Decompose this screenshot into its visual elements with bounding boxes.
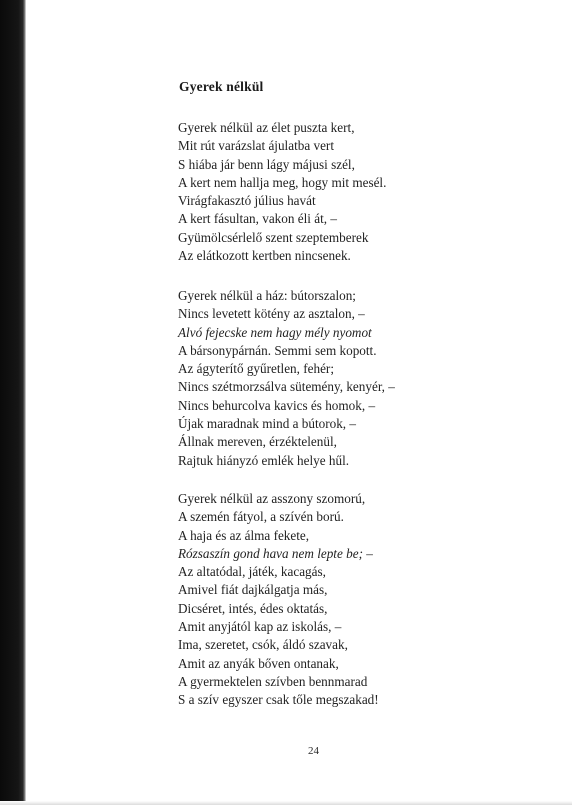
poem-line: A bársonypárnán. Semmi sem kopott.: [178, 342, 377, 358]
page-number: 24: [308, 745, 319, 757]
poem-line: S hiába jár benn lágy májusi szél,: [178, 156, 355, 172]
poem-line: Gyerek nélkül az élet puszta kert,: [178, 120, 355, 135]
poem-line: Gyerek nélkül az asszony szomorú,: [178, 491, 366, 506]
poem-line: S a szív egyszer csak tőle megszakad!: [178, 692, 379, 708]
poem-line: Rajtuk hiányzó emlék helye hűl.: [178, 452, 350, 468]
poem-line: Az altatódal, játék, kacagás,: [178, 564, 326, 580]
poem-line: Állnak mereven, érzéktelenül,: [178, 434, 337, 450]
poem-line: Dicséret, intés, édes oktatás,: [178, 600, 328, 616]
poem-line: Virágfakasztó július havát: [178, 193, 316, 209]
poem-line: Gyümölcsérlelő szent szeptemberek: [178, 229, 369, 245]
poem-line: Amit az anyák bőven ontanak,: [178, 655, 339, 671]
poem-line: Az ágyterítő gyűretlen, fehér;: [178, 361, 334, 377]
poem-line: Gyerek nélkül a ház: bútorszalon;: [178, 288, 356, 303]
poem-title: Gyerek nélkül: [179, 79, 264, 94]
poem-line: Mit rút varázslat ájulatba vert: [178, 138, 334, 154]
poem-line: Amit anyjától kap az iskolás, –: [178, 619, 342, 635]
poem-line: Nincs levetett kötény az asztalon, –: [178, 306, 365, 322]
poem-line: Ima, szeretet, csók, áldó szavak,: [178, 637, 348, 653]
poem-line: Újak maradnak mind a bútorok, –: [178, 416, 356, 432]
poem-line: Az elátkozott kertben nincsenek.: [178, 248, 351, 264]
poem-line: A haja és az álma fekete,: [178, 527, 310, 543]
poem-line: Nincs behurcolva kavics és homok, –: [178, 397, 376, 413]
poem-line: Alvó fejecske nem hagy mély nyomot: [178, 324, 372, 340]
poem-line: A kert fásultan, vakon éli át, –: [178, 211, 337, 227]
stanza-1: [178, 119, 386, 265]
stanza-3: [178, 490, 379, 710]
poem-line: A szemén fátyol, a szívén ború.: [178, 509, 344, 525]
poem-line: Rózsaszín gond hava nem lepte be; –: [178, 545, 373, 561]
poem-line: Nincs szétmorzsálva sütemény, kenyér, –: [178, 379, 395, 395]
stanza-2: [178, 287, 395, 470]
poem-line: Amivel fiát dajkálgatja más,: [178, 582, 328, 598]
poem-line: A kert nem hallja meg, hogy mit mesél.: [178, 174, 387, 190]
poem-line: A gyermektelen szívben bennmarad: [178, 673, 368, 689]
